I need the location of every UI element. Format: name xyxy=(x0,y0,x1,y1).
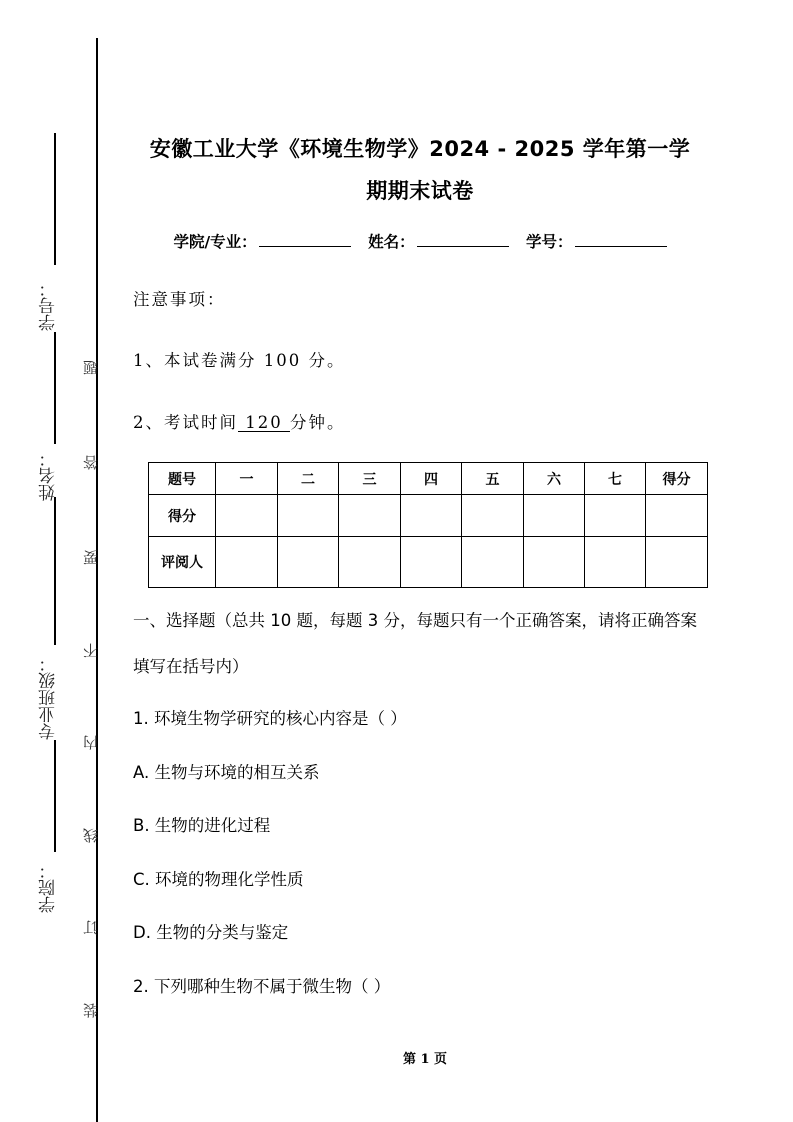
header-cell: 三 xyxy=(339,463,401,495)
grader-cell[interactable] xyxy=(462,537,524,588)
seal-char: 订 xyxy=(82,920,100,935)
exam-duration-value: 120 xyxy=(238,413,290,432)
header-cell: 五 xyxy=(462,463,524,495)
score-cell[interactable] xyxy=(216,495,278,537)
grader-cell[interactable] xyxy=(216,537,278,588)
grader-cell[interactable] xyxy=(585,537,646,588)
margin-label-name: 姓名： xyxy=(39,450,59,501)
margin-underline-student-id xyxy=(54,133,56,265)
score-cell[interactable] xyxy=(585,495,646,537)
seal-char: 要 xyxy=(82,550,100,565)
college-major-label: 学院/专业： xyxy=(173,233,257,251)
margin-underline-name xyxy=(54,332,56,444)
question-1-option-d: D. 生物的分类与鉴定 xyxy=(133,923,289,942)
student-id-label: 学号： xyxy=(525,233,573,251)
name-blank[interactable] xyxy=(417,232,509,247)
question-1-stem: 1. 环境生物学研究的核心内容是（ ） xyxy=(133,709,407,728)
header-cell: 题号 xyxy=(149,463,216,495)
margin-label-student-id: 学号： xyxy=(39,280,59,331)
score-table-header xyxy=(149,463,708,495)
score-table xyxy=(148,462,708,588)
question-1-option-b: B. 生物的进化过程 xyxy=(133,816,271,835)
notes-item-2 xyxy=(133,409,345,433)
margin-underline-major xyxy=(54,497,56,645)
page-number: 第 1 页 xyxy=(402,1052,448,1067)
header-cell: 七 xyxy=(585,463,646,495)
notes-item-2-prefix: 2、考试时间 xyxy=(133,413,238,432)
student-id-blank[interactable] xyxy=(575,232,667,247)
notes-item-2-suffix: 分钟。 xyxy=(289,413,346,432)
notes-item-1: 1、本试卷满分 100 分。 xyxy=(133,351,346,370)
question-2-stem: 2. 下列哪种生物不属于微生物（ ） xyxy=(133,977,391,996)
exam-title-line1: 安徽工业大学《环境生物学》2024 - 2025 学年第一学 xyxy=(149,137,691,161)
header-cell: 一 xyxy=(216,463,278,495)
row-label: 得分 xyxy=(149,495,216,537)
seal-char: 不 xyxy=(82,643,100,658)
grader-cell[interactable] xyxy=(401,537,462,588)
score-row xyxy=(149,495,708,537)
college-major-blank[interactable] xyxy=(259,232,351,247)
grader-cell[interactable] xyxy=(524,537,585,588)
exam-title-line2: 期期末试卷 xyxy=(366,179,474,203)
seal-char: 装 xyxy=(82,1003,100,1018)
grader-row xyxy=(149,537,708,588)
grader-cell[interactable] xyxy=(646,537,708,588)
name-label: 姓名： xyxy=(368,233,415,251)
margin-label-major: 专业班级： xyxy=(39,655,59,740)
row-label: 评阅人 xyxy=(149,537,216,588)
section-1-instructions: 一、选择题（总共 10 题，每题 3 分，每题只有一个正确答案，请将正确答案填写在括号内） xyxy=(133,611,697,676)
margin-underline-college xyxy=(54,740,56,852)
score-cell[interactable] xyxy=(646,495,708,537)
seal-char: 题 xyxy=(82,360,100,375)
score-cell[interactable] xyxy=(462,495,524,537)
notes-heading: 注意事项： xyxy=(133,290,226,309)
margin-label-college: 学院： xyxy=(39,862,59,913)
grader-cell[interactable] xyxy=(278,537,339,588)
question-1-option-c: C. 环境的物理化学性质 xyxy=(133,870,304,889)
seal-char: 内 xyxy=(82,735,100,750)
question-1-option-a: A. 生物与环境的相互关系 xyxy=(133,763,320,782)
seal-char: 答 xyxy=(82,455,100,470)
student-info-row xyxy=(120,230,720,252)
binding-line-outer xyxy=(96,38,98,1122)
header-cell: 二 xyxy=(278,463,339,495)
grader-cell[interactable] xyxy=(339,537,401,588)
seal-char: 线 xyxy=(82,828,100,843)
header-cell: 四 xyxy=(401,463,462,495)
score-cell[interactable] xyxy=(524,495,585,537)
header-cell: 得分 xyxy=(646,463,708,495)
score-cell[interactable] xyxy=(278,495,339,537)
header-cell: 六 xyxy=(524,463,585,495)
score-cell[interactable] xyxy=(401,495,462,537)
score-cell[interactable] xyxy=(339,495,401,537)
